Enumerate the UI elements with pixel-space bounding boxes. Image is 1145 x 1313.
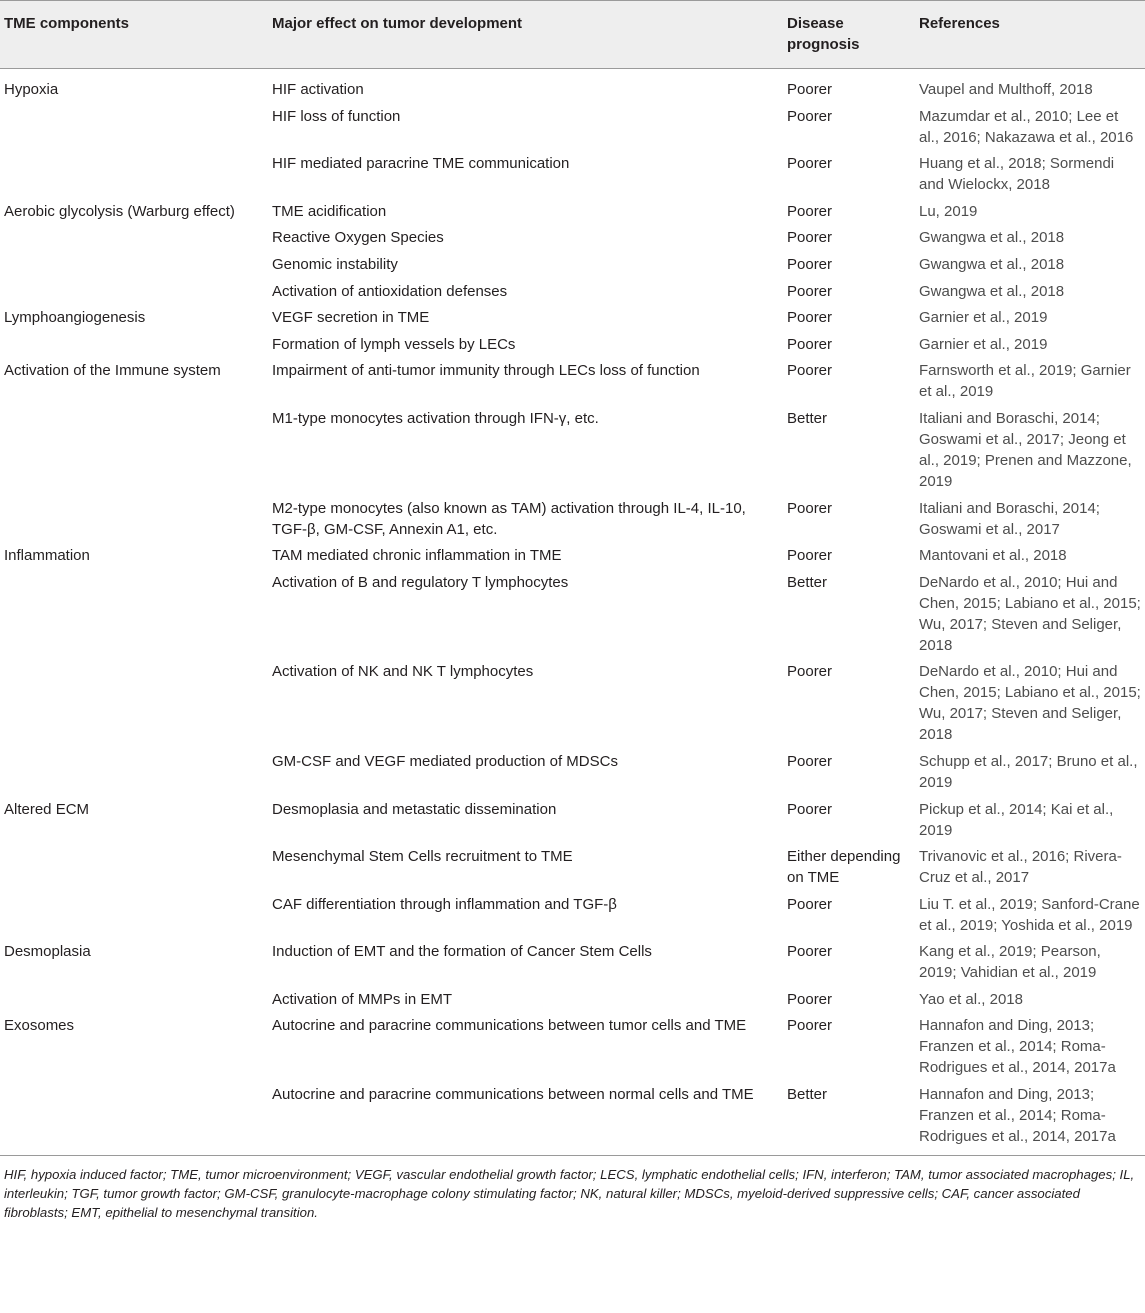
component-cell: Lymphoangiogenesis <box>4 309 146 327</box>
table-row <box>0 661 1145 751</box>
table-row <box>0 846 1145 894</box>
table-row <box>0 572 1145 662</box>
component-cell: Activation of the Immune system <box>4 362 221 380</box>
prognosis-cell: Poorer <box>787 663 833 681</box>
references-cell: Garnier et al., 2019 <box>919 309 1048 327</box>
effect-cell: TME acidification <box>272 202 387 220</box>
component-cell <box>0 1084 268 1155</box>
prognosis-cell: Poorer <box>787 255 833 273</box>
effect-cell: M2-type monocytes (also known as TAM) activation through IL-4, IL-10, TGF-β, GM-CSF, Annexin A1, etc. <box>272 499 746 538</box>
prognosis-cell: Poorer <box>787 895 833 913</box>
effect-cell: Genomic instability <box>272 255 398 273</box>
table-row <box>0 360 1145 408</box>
effect-cell: Autocrine and paracrine communications between tumor cells and TME <box>272 1017 747 1035</box>
table-row <box>0 307 1145 334</box>
component-cell <box>0 989 268 1016</box>
prognosis-cell: Poorer <box>787 155 833 173</box>
table-row <box>0 254 1145 281</box>
effect-cell: Activation of B and regulatory T lymphocytes <box>272 573 569 591</box>
references-cell: Mazumdar et al., 2010; Lee et al., 2016; Nakazawa et al., 2016 <box>919 107 1134 146</box>
references-cell: Huang et al., 2018; Sormendi and Wielockx, 2018 <box>919 155 1115 194</box>
references-cell: Kang et al., 2019; Pearson, 2019; Vahidian et al., 2019 <box>919 943 1101 982</box>
effect-cell: HIF activation <box>272 81 364 98</box>
component-cell <box>0 334 268 361</box>
component-cell: Exosomes <box>4 1017 75 1035</box>
component-cell <box>0 846 268 894</box>
references-cell: Liu T. et al., 2019; Sanford-Crane et al., 2019; Yoshida et al., 2019 <box>919 895 1140 934</box>
component-cell: Hypoxia <box>4 81 59 98</box>
table-body <box>0 69 1145 1156</box>
effect-cell: HIF loss of function <box>272 107 401 125</box>
table-row <box>0 799 1145 847</box>
prognosis-cell: Poorer <box>787 1017 833 1035</box>
prognosis-cell: Poorer <box>787 752 833 770</box>
prognosis-cell: Poorer <box>787 229 833 247</box>
references-cell: Vaupel and Multhoff, 2018 <box>919 81 1093 98</box>
references-cell: Trivanovic et al., 2016; Rivera-Cruz et al., 2017 <box>919 848 1122 887</box>
component-cell <box>0 661 268 751</box>
table-row <box>0 153 1145 201</box>
references-cell: Italiani and Boraschi, 2014; Goswami et al., 2017; Jeong et al., 2019; Prenen and Mazzone, 2019 <box>919 409 1132 490</box>
references-cell: Gwangwa et al., 2018 <box>919 255 1065 273</box>
header-major-effect: Major effect on tumor development <box>268 1 783 69</box>
references-cell: DeNardo et al., 2010; Hui and Chen, 2015; Labiano et al., 2015; Wu, 2017; Steven and Seliger, 2018 <box>919 573 1141 654</box>
effect-cell: Mesenchymal Stem Cells recruitment to TME <box>272 848 573 866</box>
prognosis-cell: Poorer <box>787 499 833 517</box>
effect-cell: Autocrine and paracrine communications between normal cells and TME <box>272 1086 754 1104</box>
effect-cell: Induction of EMT and the formation of Cancer Stem Cells <box>272 943 652 961</box>
prognosis-cell: Poorer <box>787 107 833 125</box>
prognosis-cell: Poorer <box>787 800 833 818</box>
references-cell: Hannafon and Ding, 2013; Franzen et al., 2014; Roma-Rodrigues et al., 2014, 2017a <box>919 1017 1116 1077</box>
prognosis-cell: Better <box>787 409 828 427</box>
table-row <box>0 69 1145 106</box>
effect-cell: M1-type monocytes activation through IFN-γ, etc. <box>272 409 599 427</box>
component-cell <box>0 153 268 201</box>
component-cell <box>0 894 268 942</box>
references-cell: Lu, 2019 <box>919 202 978 220</box>
component-cell: Altered ECM <box>4 800 90 818</box>
header-disease-prognosis: Disease prognosis <box>783 1 915 69</box>
table-row <box>0 201 1145 228</box>
table-row <box>0 227 1145 254</box>
effect-cell: Activation of MMPs in EMT <box>272 990 453 1008</box>
component-cell: Desmoplasia <box>4 943 91 961</box>
references-cell: Garnier et al., 2019 <box>919 335 1048 353</box>
prognosis-cell: Poorer <box>787 309 833 327</box>
component-cell <box>0 751 268 799</box>
effect-cell: TAM mediated chronic inflammation in TME <box>272 547 562 565</box>
references-cell: Hannafon and Ding, 2013; Franzen et al., 2014; Roma-Rodrigues et al., 2014, 2017a <box>919 1086 1116 1146</box>
prognosis-cell: Poorer <box>787 943 833 961</box>
effect-cell: Reactive Oxygen Species <box>272 229 444 247</box>
header-row <box>0 1 1145 69</box>
effect-cell: Activation of NK and NK T lymphocytes <box>272 663 534 681</box>
effect-cell: VEGF secretion in TME <box>272 309 430 327</box>
table-row <box>0 281 1145 308</box>
component-cell <box>0 281 268 308</box>
component-cell <box>0 254 268 281</box>
prognosis-cell: Better <box>787 573 828 591</box>
header-tme-components: TME components <box>0 1 268 69</box>
references-cell: Pickup et al., 2014; Kai et al., 2019 <box>919 800 1114 839</box>
prognosis-cell: Poorer <box>787 202 833 220</box>
table-row <box>0 498 1145 546</box>
prognosis-cell: Either depending on TME <box>787 848 901 887</box>
header-references: References <box>915 1 1145 69</box>
references-cell: Farnsworth et al., 2019; Garnier et al., 2019 <box>919 362 1131 401</box>
table-row <box>0 1015 1145 1084</box>
prognosis-cell: Poorer <box>787 990 833 1008</box>
component-cell <box>0 106 268 154</box>
effect-cell: HIF mediated paracrine TME communication <box>272 155 570 173</box>
prognosis-cell: Better <box>787 1086 828 1104</box>
prognosis-cell: Poorer <box>787 362 833 380</box>
table-row <box>0 989 1145 1016</box>
table-row <box>0 894 1145 942</box>
references-cell: Yao et al., 2018 <box>919 990 1023 1008</box>
table-footnote: HIF, hypoxia induced factor; TME, tumor microenvironment; VEGF, vascular endothelial growth factor; LECS, lymphatic endothelial cells; IFN, interferon; TAM, tumor associated macrophages; IL, interleukin; TGF, tumor growth factor; GM-CSF, granulocyte-macrophage colony stimulating factor; NK, natural killer; MDSCs, myeloid-derived suppressive cells; CAF, cancer associated fibroblasts; EMT, epithelial to mesenchymal transition. <box>4 1167 1135 1221</box>
effect-cell: Desmoplasia and metastatic dissemination <box>272 800 557 818</box>
effect-cell: GM-CSF and VEGF mediated production of MDSCs <box>272 752 618 770</box>
table-row <box>0 334 1145 361</box>
references-cell: Mantovani et al., 2018 <box>919 547 1067 565</box>
prognosis-cell: Poorer <box>787 282 833 300</box>
effect-cell: Impairment of anti-tumor immunity through LECs loss of function <box>272 362 700 380</box>
prognosis-cell: Poorer <box>787 547 833 565</box>
effect-cell: CAF differentiation through inflammation and TGF-β <box>272 895 617 913</box>
references-cell: DeNardo et al., 2010; Hui and Chen, 2015; Labiano et al., 2015; Wu, 2017; Steven and Seliger, 2018 <box>919 663 1141 744</box>
prognosis-cell: Poorer <box>787 81 833 98</box>
table-row <box>0 106 1145 154</box>
table-row <box>0 408 1145 498</box>
effect-cell: Formation of lymph vessels by LECs <box>272 335 516 353</box>
component-cell <box>0 227 268 254</box>
component-cell <box>0 498 268 546</box>
table-row <box>0 1084 1145 1155</box>
component-cell: Inflammation <box>4 547 90 565</box>
prognosis-cell: Poorer <box>787 335 833 353</box>
references-cell: Gwangwa et al., 2018 <box>919 282 1065 300</box>
component-cell <box>0 408 268 498</box>
component-cell: Aerobic glycolysis (Warburg effect) <box>4 202 235 220</box>
component-cell <box>0 572 268 662</box>
references-cell: Gwangwa et al., 2018 <box>919 229 1065 247</box>
effect-cell: Activation of antioxidation defenses <box>272 282 508 300</box>
table-row <box>0 545 1145 572</box>
table-row <box>0 751 1145 799</box>
table-row <box>0 941 1145 989</box>
references-cell: Italiani and Boraschi, 2014; Goswami et al., 2017 <box>919 499 1100 538</box>
table-header <box>0 1 1145 69</box>
references-cell: Schupp et al., 2017; Bruno et al., 2019 <box>919 752 1138 791</box>
